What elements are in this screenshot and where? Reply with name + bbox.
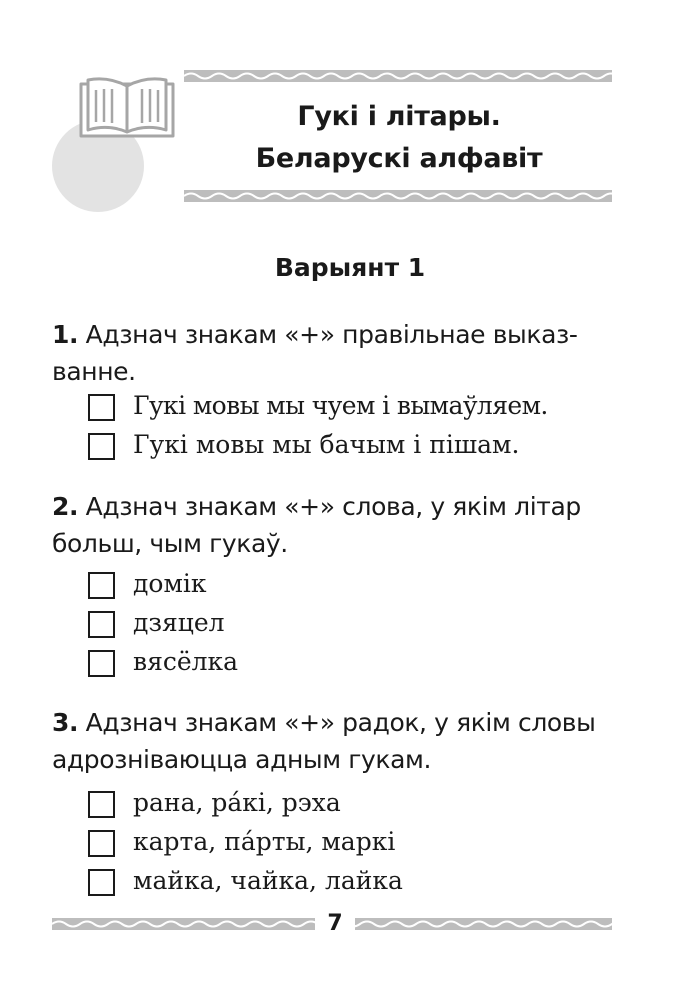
question-number: 1. xyxy=(52,320,79,349)
header-top-wave xyxy=(184,70,612,82)
answer-text: майка, чайка, лайка xyxy=(133,866,403,895)
answer-text: Гукі мовы мы бачым і пішам. xyxy=(133,430,520,459)
answer-checkbox[interactable] xyxy=(88,650,115,677)
question-3 xyxy=(52,704,632,778)
answer-checkbox[interactable] xyxy=(88,830,115,857)
page-title-line-1: Гукі і літары. xyxy=(297,101,501,132)
answer-checkbox[interactable] xyxy=(88,433,115,460)
answer-text: дзяцел xyxy=(133,608,225,637)
question-number: 3. xyxy=(52,708,79,737)
variant-title: Варыянт 1 xyxy=(274,253,426,282)
question-number: 2. xyxy=(52,492,79,521)
question-2-line-2: больш, чым гукаў. xyxy=(52,529,288,558)
answer-checkbox[interactable] xyxy=(88,611,115,638)
question-2 xyxy=(52,488,632,562)
header-bottom-wave xyxy=(184,190,612,202)
question-1-line-1 xyxy=(52,316,632,353)
answer-text: карта, па́рты, маркі xyxy=(133,827,396,856)
page-title xyxy=(186,96,612,180)
question-text: Адзнач знакам «+» радок, у якім словы xyxy=(85,708,596,737)
page-number: 7 xyxy=(315,911,355,936)
answer-checkbox[interactable] xyxy=(88,791,115,818)
open-book-icon xyxy=(78,76,176,142)
answer-text: рана, ра́кі, рэха xyxy=(133,788,341,817)
question-text: Адзнач знакам «+» правільнае выказ- xyxy=(85,320,578,349)
question-2-line-1 xyxy=(52,488,632,525)
answer-checkbox[interactable] xyxy=(88,572,115,599)
answer-text: вясёлка xyxy=(133,647,239,676)
question-text: Адзнач знакам «+» слова, у якім літар xyxy=(85,492,581,521)
question-1-line-2: ванне. xyxy=(52,357,136,386)
answer-checkbox[interactable] xyxy=(88,394,115,421)
answer-text: Гукі мовы мы чуем і вымаўляем. xyxy=(133,391,548,420)
question-3-line-1 xyxy=(52,704,632,741)
question-3-line-2: адрозніваюцца адным гукам. xyxy=(52,745,432,774)
answer-checkbox[interactable] xyxy=(88,869,115,896)
answer-text: домік xyxy=(133,569,207,598)
page-title-line-2: Беларускі алфавіт xyxy=(255,143,543,174)
question-1 xyxy=(52,316,632,390)
